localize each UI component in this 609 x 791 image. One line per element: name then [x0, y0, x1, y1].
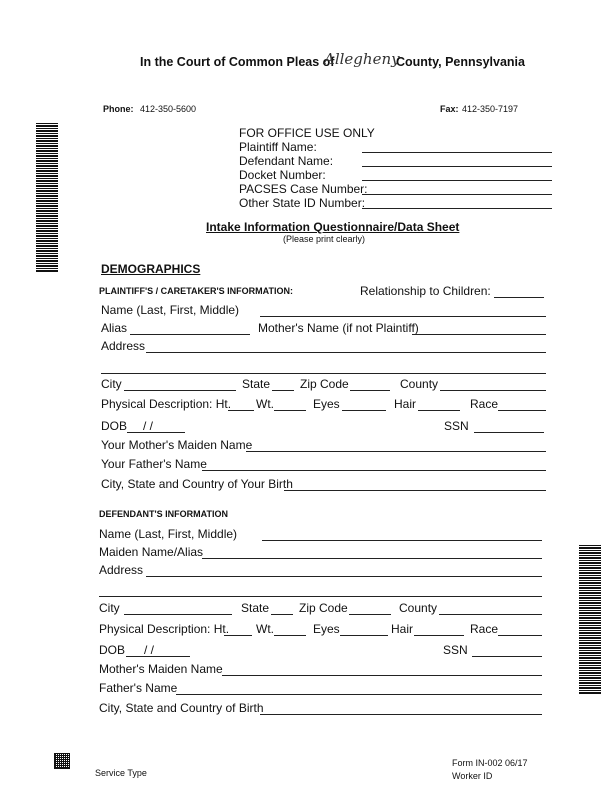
plaintiff-dob-line[interactable]: [127, 432, 185, 433]
defendant-zip-line[interactable]: [349, 614, 391, 615]
defendant-dob-label: DOB: [99, 643, 126, 657]
fax-value: 412-350-7197: [462, 104, 519, 114]
defendant-dob-line[interactable]: [126, 656, 190, 657]
defendant-county-label: County: [399, 601, 438, 615]
office-pacses-number: PACSES Case Number:: [239, 182, 368, 196]
defendant-state-line[interactable]: [271, 614, 293, 615]
defendant-city-line[interactable]: [124, 614, 232, 615]
defendant-hair-label: Hair: [391, 622, 414, 636]
defendant-race-label: Race: [470, 622, 499, 636]
plaintiff-mothers-name-label: Mother's Name (if not Plaintiff): [258, 321, 419, 335]
office-docket-line[interactable]: [362, 180, 552, 181]
plaintiff-zip-line[interactable]: [350, 390, 390, 391]
plaintiff-mother-maiden-label: Your Mother's Maiden Name: [101, 438, 253, 452]
defendant-ssn-line[interactable]: [472, 656, 542, 657]
plaintiff-height-line[interactable]: [228, 410, 254, 411]
plaintiff-county-label: County: [400, 377, 439, 391]
defendant-dob-slashes: / /: [144, 643, 155, 657]
relationship-line[interactable]: [494, 297, 544, 298]
office-state-id-line[interactable]: [362, 208, 552, 209]
plaintiff-city-line[interactable]: [124, 390, 236, 391]
form-subtitle: (Please print clearly): [283, 234, 366, 244]
plaintiff-mother-maiden-line[interactable]: [246, 451, 546, 452]
plaintiff-birthplace-line[interactable]: [284, 490, 546, 491]
office-defendant-name: Defendant Name:: [239, 154, 334, 168]
plaintiff-ssn-line[interactable]: [474, 432, 544, 433]
county-handwritten: Allegheny: [324, 50, 400, 68]
plaintiff-alias-label: Alias: [101, 321, 128, 335]
relationship-label: Relationship to Children:: [360, 284, 491, 298]
plaintiff-county-line[interactable]: [440, 390, 546, 391]
plaintiff-ssn-label: SSN: [444, 419, 469, 433]
demographics-heading: DEMOGRAPHICS: [101, 262, 201, 276]
defendant-physical-label: Physical Description: Ht.: [99, 622, 230, 636]
plaintiff-weight-label: Wt.: [256, 397, 274, 411]
office-docket-number: Docket Number:: [239, 168, 326, 182]
defendant-height-line[interactable]: [224, 635, 252, 636]
defendant-name-label: Name (Last, First, Middle): [99, 527, 238, 541]
phone-label: Phone:: [103, 104, 134, 114]
plaintiff-name-line[interactable]: [260, 316, 546, 317]
plaintiff-father-name-line[interactable]: [202, 470, 546, 471]
plaintiff-race-label: Race: [470, 397, 499, 411]
plaintiff-weight-line[interactable]: [274, 410, 306, 411]
defendant-father-name-label: Father's Name: [99, 681, 178, 695]
defendant-mother-maiden-line[interactable]: [222, 675, 542, 676]
office-plaintiff-line[interactable]: [362, 152, 552, 153]
plaintiff-address-line-2[interactable]: [101, 373, 546, 374]
qr-code-icon: [54, 753, 70, 769]
office-defendant-line[interactable]: [362, 166, 552, 167]
service-type-label: Service Type: [95, 768, 147, 778]
fax-label: Fax:: [440, 104, 459, 114]
defendant-mother-maiden-label: Mother's Maiden Name: [99, 662, 223, 676]
defendant-address-label: Address: [99, 563, 144, 577]
defendant-race-line[interactable]: [498, 635, 542, 636]
defendant-county-line[interactable]: [439, 614, 542, 615]
plaintiff-name-label: Name (Last, First, Middle): [101, 303, 240, 317]
plaintiff-state-label: State: [242, 377, 271, 391]
defendant-weight-line[interactable]: [274, 635, 306, 636]
plaintiff-city-label: City: [101, 377, 122, 391]
court-prefix: In the Court of Common Pleas of: [140, 55, 335, 69]
office-use-heading: FOR OFFICE USE ONLY: [239, 126, 375, 140]
defendant-zip-label: Zip Code: [299, 601, 348, 615]
defendant-name-line[interactable]: [262, 540, 542, 541]
worker-id-label: Worker ID: [452, 771, 493, 781]
plaintiff-dob-label: DOB: [101, 419, 128, 433]
phone-value: 412-350-5600: [140, 104, 197, 114]
defendant-birthplace-label: City, State and Country of Birth: [99, 701, 264, 715]
defendant-state-label: State: [241, 601, 270, 615]
plaintiff-physical-label: Physical Description: Ht.: [101, 397, 232, 411]
plaintiff-hair-line[interactable]: [418, 410, 460, 411]
defendant-eyes-line[interactable]: [340, 635, 388, 636]
plaintiff-heading: PLAINTIFF'S / CARETAKER'S INFORMATION:: [99, 286, 293, 296]
plaintiff-birthplace-label: City, State and Country of Your Birth: [101, 477, 293, 491]
plaintiff-dob-slashes: / /: [143, 419, 154, 433]
plaintiff-father-name-label: Your Father's Name: [101, 457, 207, 471]
defendant-father-name-line[interactable]: [176, 694, 542, 695]
defendant-weight-label: Wt.: [256, 622, 274, 636]
defendant-heading: DEFENDANT'S INFORMATION: [99, 509, 228, 519]
plaintiff-mothers-name-line[interactable]: [412, 334, 546, 335]
defendant-ssn-label: SSN: [443, 643, 468, 657]
defendant-address-line-2[interactable]: [99, 596, 542, 597]
plaintiff-state-line[interactable]: [272, 390, 294, 391]
plaintiff-address-label: Address: [101, 339, 146, 353]
defendant-maiden-label: Maiden Name/Alias: [99, 545, 204, 559]
defendant-hair-line[interactable]: [414, 635, 464, 636]
plaintiff-address-line[interactable]: [146, 352, 546, 353]
office-pacses-line[interactable]: [362, 194, 552, 195]
left-barcode-icon: [36, 123, 58, 273]
form-title: Intake Information Questionnaire/Data Sheet: [206, 220, 460, 234]
right-barcode-icon: [579, 545, 601, 695]
defendant-eyes-label: Eyes: [313, 622, 340, 636]
defendant-birthplace-line[interactable]: [260, 714, 542, 715]
office-state-id: Other State ID Number:: [239, 196, 366, 210]
plaintiff-hair-label: Hair: [394, 397, 417, 411]
defendant-address-line[interactable]: [146, 576, 542, 577]
plaintiff-race-line[interactable]: [498, 410, 546, 411]
plaintiff-alias-line[interactable]: [130, 334, 250, 335]
plaintiff-zip-label: Zip Code: [300, 377, 349, 391]
defendant-city-label: City: [99, 601, 120, 615]
plaintiff-eyes-label: Eyes: [313, 397, 340, 411]
plaintiff-eyes-line[interactable]: [342, 410, 386, 411]
court-suffix: County, Pennsylvania: [396, 55, 525, 69]
office-plaintiff-name: Plaintiff Name:: [239, 140, 317, 154]
form-number: Form IN-002 06/17: [452, 758, 528, 768]
defendant-maiden-line[interactable]: [202, 558, 542, 559]
